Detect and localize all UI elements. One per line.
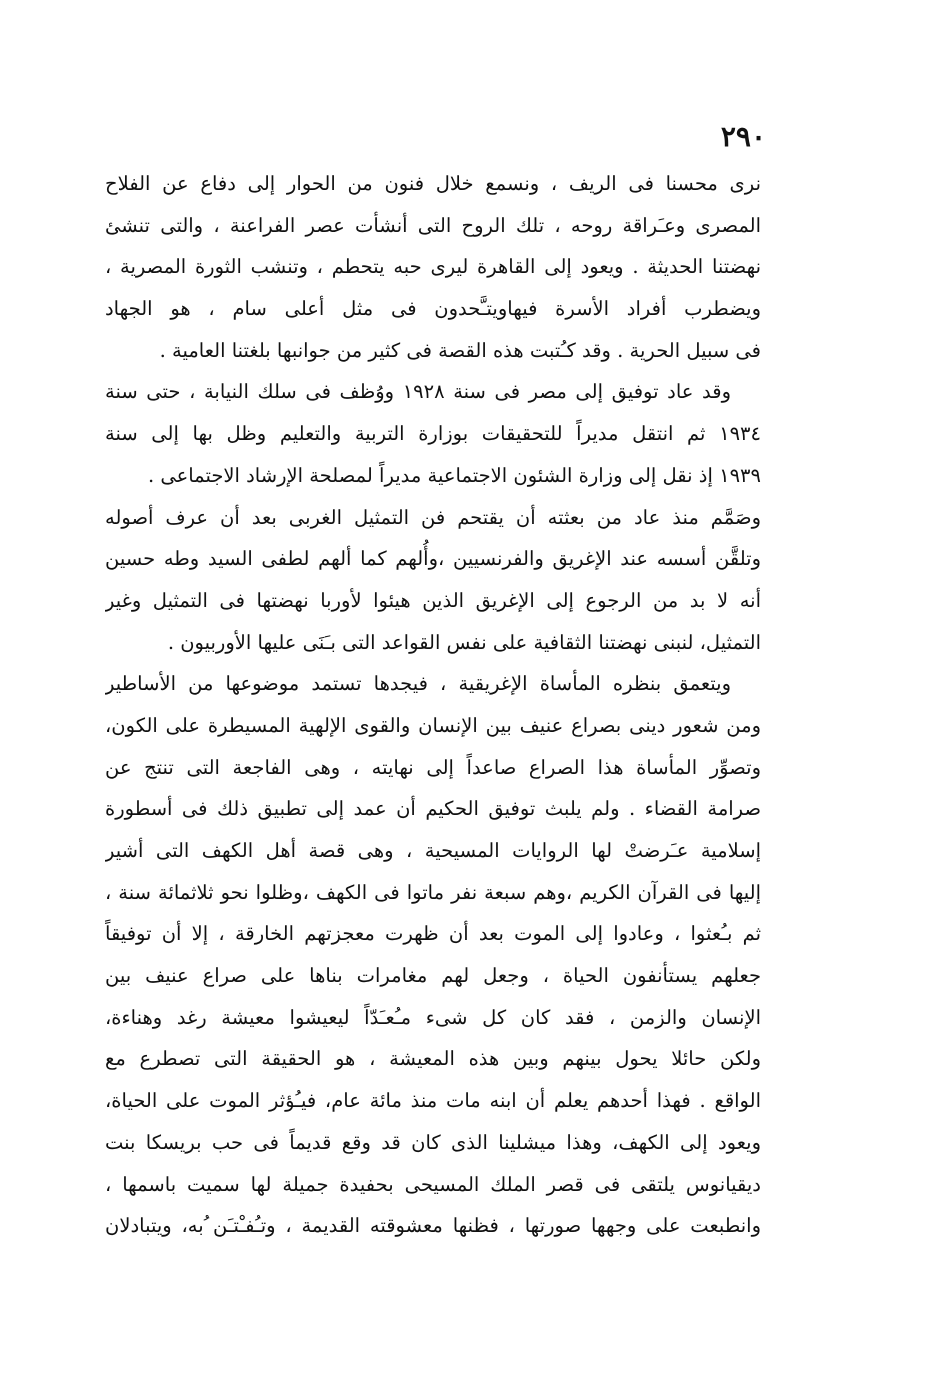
text-line: ولكن حائلا يحول بينهم وبين هذه المعيشة ، هو الحقيقة التى تصطرع مع	[105, 1047, 761, 1071]
text-line: إليها فى القرآن الكريم ،وهم سبعة نفر ماتوا فى الكهف ،وظلوا نحو ثلاثمائة سنة ،	[105, 880, 761, 904]
text-line: نرى محسنا فى الريف ، ونسمع خلال فنون من الحوار إلى دفاع عن الفلاح	[105, 172, 761, 195]
text-line: جعلهم يستأنفون الحياة ، وجعل لهم مغامرات بناها على صراع عنيف بين	[105, 964, 761, 988]
text-line: وقد عاد توفيق إلى مصر فى سنة ١٩٢٨ ووُظف فى سلك النيابة ، حتى سنة	[105, 380, 731, 404]
text-line: ويتعمق بنظره المأساة الإغريقية ، فيجدها تستمد موضوعها من الأساطير	[105, 672, 731, 696]
text-line: نهضتنا الحديثة . ويعود إلى القاهرة ليرى حبه يتحطم ، وتنشب الثورة المصرية ،	[105, 255, 761, 279]
body-text	[105, 163, 761, 1247]
text-line: التمثيل، لنبنى نهضتنا الثقافية على نفس القواعد التى بـَنَى عليها الأوربيون .	[167, 630, 761, 654]
text-line: صرامة القضاء . ولم يلبث توفيق الحكيم أن عمد إلى تطبيق ذلك فى أسطورة	[105, 797, 761, 821]
text-line: المصرى وعـَراقة روحه ، تلك الروح التى أنشأت عصر الفراعنة ، والتى تنشئ	[105, 213, 761, 237]
text-line: إسلامية عـَرضتْ لها الروايات المسيحية ، وهى قصة أهل الكهف التى أشير	[105, 839, 761, 862]
text-line: وصَمَّم منذ عاد من بعثته أن يقتحم فن التمثيل الغربى بعد أن عرف أصوله	[105, 505, 761, 529]
text-line: ويعود إلى الكهف، وهذا ميشلينا الذى كان قد وقع قديماً فى حب بريسكا بنت	[105, 1130, 761, 1154]
text-line: الإنسان والزمن ، فقد كان كل شىء مـُعـَدّاً ليعيشوا معيشة رغد وهناءة،	[105, 1005, 761, 1029]
text-line: ديقيانوس يلتقى فى قصر الملك المسيحى بحفيدة جميلة لها سميت باسمها ،	[105, 1172, 761, 1196]
text-line: ١٩٣٩ إذ نقل إلى وزارة الشئون الاجتماعية مديراً لمصلحة الإرشاد الاجتماعى .	[147, 463, 761, 487]
text-line: ومن شعور دينى بصراع عنيف بين الإنسان والقوى الإلهية المسيطرة على الكون،	[105, 713, 761, 737]
text-line: وتلقَّن أسسه عند الإغريق والفرنسيين ،وأُلهم كما ألهم لطفى السيد وطه حسين	[105, 547, 761, 571]
text-line: فى سبيل الحرية . وقد كـُتبت هذه القصة فى كثير من جوانبها بلغتنا العامية .	[159, 338, 761, 362]
text-line: وانطبعت على وجهها صورتها ، فظنها معشوقته القديمة ، وتـُفـْتـَن ُبه، ويتبادلان	[105, 1214, 761, 1238]
text-line: وتصوِّر المأساة هذا الصراع صاعداً إلى نهايته ، وهى الفاجعة التى تنتج عن	[105, 755, 761, 779]
text-line: أنه لا بد من الرجوع إلى الإغريق الذين هيئوا لأوربا نهضتها فى التمثيل وغير	[105, 588, 761, 612]
text-line: ويضطرب أفراد الأسرة فيهاويتـَّحدون فى مثل أعلى سام ، هو الجهاد	[105, 297, 761, 321]
page-number: ٢٩٠	[720, 120, 766, 153]
text-line: ثم بـُعثوا ، وعادوا إلى الموت بعد أن ظهرت معجزتهم الخارقة ، إلا أن توفيقاً	[105, 922, 761, 946]
text-line: الواقع . فهذا أحدهم يعلم أن ابنه مات منذ مائة عام، فيـُؤثر الموت على الحياة،	[105, 1089, 761, 1113]
text-line: ١٩٣٤ ثم انتقل مديراً للتحقيقات بوزارة التربية والتعليم وظل بها إلى سنة	[105, 422, 761, 446]
